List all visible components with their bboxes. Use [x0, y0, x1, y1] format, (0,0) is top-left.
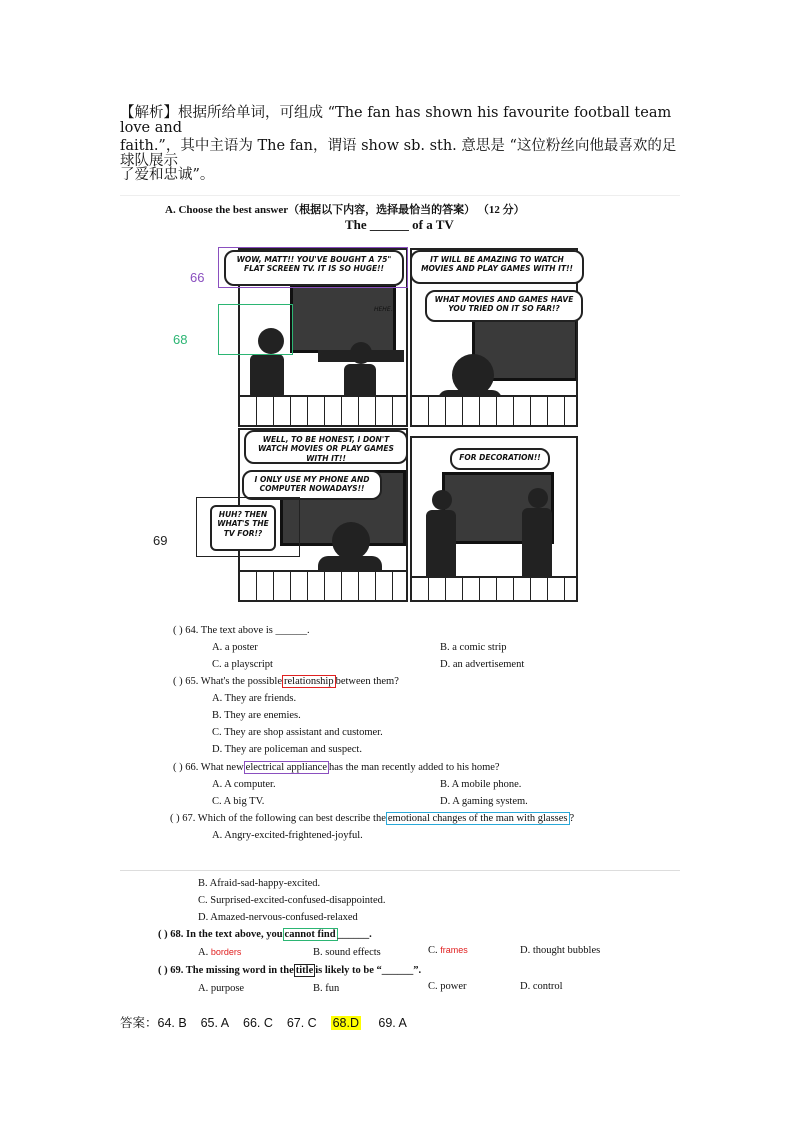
q67-option-d: D. Amazed-nervous-confused-relaxed — [198, 912, 358, 923]
analysis-line-2: faith.”，其中主语为 The fan，谓语 show sb. sth. 意思是 “这位粉丝向他最喜欢的足球队展示 — [120, 138, 677, 169]
hehe-text: HEHE... — [374, 306, 397, 313]
answer-68: 68.D — [332, 1016, 360, 1030]
man-glasses-body — [426, 510, 456, 586]
q66-option-d: D. A gaming system. — [440, 796, 528, 807]
q68-option-a-letter: A. — [198, 947, 209, 958]
q69-pre: ( ) 69. The missing word in the — [158, 965, 294, 976]
annotation-box-66 — [218, 247, 408, 288]
section-header: A. Choose the best answer（根据以下内容，选择最恰当的答案） （12 分） — [165, 204, 525, 216]
q69-post: is likely to be “______”. — [315, 965, 422, 976]
q67-option-a: A. Angry-excited-frightened-joyful. — [212, 830, 363, 841]
floor — [412, 395, 576, 425]
answer-66: 66. C — [243, 1016, 273, 1030]
analysis-line-3: 了爱和忠诚”。 — [120, 167, 215, 183]
speech-bubble-7: FOR DECORATION!! — [450, 448, 550, 470]
q65-stem — [173, 676, 399, 687]
q67-post: ? — [569, 813, 575, 824]
q64-option-b: B. a comic strip — [440, 642, 507, 653]
floor — [240, 395, 406, 425]
q68-stem — [158, 929, 372, 940]
annotation-box-69 — [196, 497, 300, 557]
q69-option-c: C. power — [428, 981, 467, 992]
q69-option-b: B. fun — [313, 983, 340, 994]
speech-bubble-5: I ONLY USE MY PHONE AND COMPUTER NOWADAYS!! — [242, 470, 382, 500]
annotation-label-68: 68 — [173, 332, 188, 347]
title-pre: The — [345, 217, 367, 232]
man-glasses-head — [432, 490, 452, 510]
q68-pre: ( ) 68. In the text above, you — [158, 929, 283, 940]
q68-option-c-letter: C. — [428, 945, 438, 956]
matt-head — [528, 488, 548, 508]
q65-pre: ( ) 65. What's the possible — [173, 676, 283, 687]
q66-highlight: electrical appliance — [245, 762, 327, 773]
q65-post: between them? — [335, 676, 399, 687]
q68-option-c — [428, 945, 468, 956]
q66-post: has the man recently added to his home? — [329, 762, 500, 773]
q65-option-b: B. They are enemies. — [212, 710, 301, 721]
comic-title — [345, 217, 454, 233]
title-blank: ______ — [369, 217, 409, 232]
q68-option-d: D. thought bubbles — [520, 945, 601, 956]
q67-pre: ( ) 67. Which of the following can best describe the — [170, 813, 386, 824]
annotation-label-66: 66 — [190, 270, 205, 285]
speech-bubble-6: HUH? THEN WHAT'S THE TV FOR!? — [210, 505, 276, 551]
q66-option-a: A. A computer. — [212, 779, 276, 790]
annotation-label-69: 69 — [153, 533, 168, 548]
q68-option-b: B. sound effects — [313, 947, 381, 958]
q69-stem — [158, 965, 421, 976]
q64-stem: ( ) 64. The text above is ______. — [173, 625, 310, 636]
q67-stem — [170, 813, 574, 824]
analysis-line-1: 【解析】根据所给单词，可组成 “The fan has shown his favourite football team love and — [120, 105, 672, 136]
speech-bubble-4: WELL, TO BE HONEST, I DON'T WATCH MOVIES OR PLAY GAMES WITH IT!! — [244, 430, 408, 464]
q64-option-a: A. a poster — [212, 642, 258, 653]
answer-64: 64. B — [157, 1016, 187, 1030]
q67-option-b: B. Afraid-sad-happy-excited. — [198, 878, 321, 889]
q68-option-a-note: borders — [210, 947, 242, 957]
matt-head — [350, 342, 372, 364]
man-glasses-body — [250, 354, 284, 400]
floor — [412, 576, 576, 600]
q69-highlight: title — [295, 965, 314, 976]
q65-option-d: D. They are policeman and suspect. — [212, 744, 362, 755]
q67-highlight: emotional changes of the man with glasses — [387, 813, 568, 824]
tv-illustration — [290, 285, 396, 353]
q68-highlight: cannot find — [284, 929, 336, 940]
q66-option-b: B. A mobile phone. — [440, 779, 522, 790]
q66-option-c: C. A big TV. — [212, 796, 265, 807]
q64-option-d: D. an advertisement — [440, 659, 525, 670]
annotation-box-68 — [218, 304, 293, 355]
q65-highlight: relationship — [284, 676, 334, 687]
answer-69: 69. A — [378, 1016, 407, 1030]
speech-bubble-3: WHAT MOVIES AND GAMES HAVE YOU TRIED ON IT SO FAR!? — [425, 290, 583, 322]
title-post: of a TV — [412, 217, 454, 232]
floor — [240, 570, 406, 600]
speech-bubble-1: WOW, MATT!! YOU'VE BOUGHT A 75" FLAT SCREEN TV. IT IS SO HUGE!! — [224, 250, 404, 286]
q64-option-c: C. a playscript — [212, 659, 273, 670]
matt-body — [522, 508, 552, 586]
speech-bubble-2: IT WILL BE AMAZING TO WATCH MOVIES AND PLAY GAMES WITH IT!! — [410, 250, 584, 284]
q68-option-c-note: frames — [440, 945, 468, 955]
q65-option-c: C. They are shop assistant and customer. — [212, 727, 383, 738]
answer-67: 67. C — [286, 1016, 317, 1030]
q66-pre: ( ) 66. What new — [173, 762, 244, 773]
q66-stem — [173, 762, 500, 773]
answer-65: 65. A — [200, 1016, 230, 1030]
q69-option-a: A. purpose — [198, 983, 245, 994]
matt-head — [332, 522, 370, 560]
q69-option-d: D. control — [520, 981, 563, 992]
answer-label: 答案： — [120, 1016, 158, 1030]
q68-option-a — [198, 947, 241, 958]
answer-key — [120, 1013, 407, 1031]
q65-option-a: A. They are friends. — [212, 693, 297, 704]
q67-option-c: C. Surprised-excited-confused-disappointed. — [198, 895, 386, 906]
q68-post: ______. — [337, 929, 372, 940]
